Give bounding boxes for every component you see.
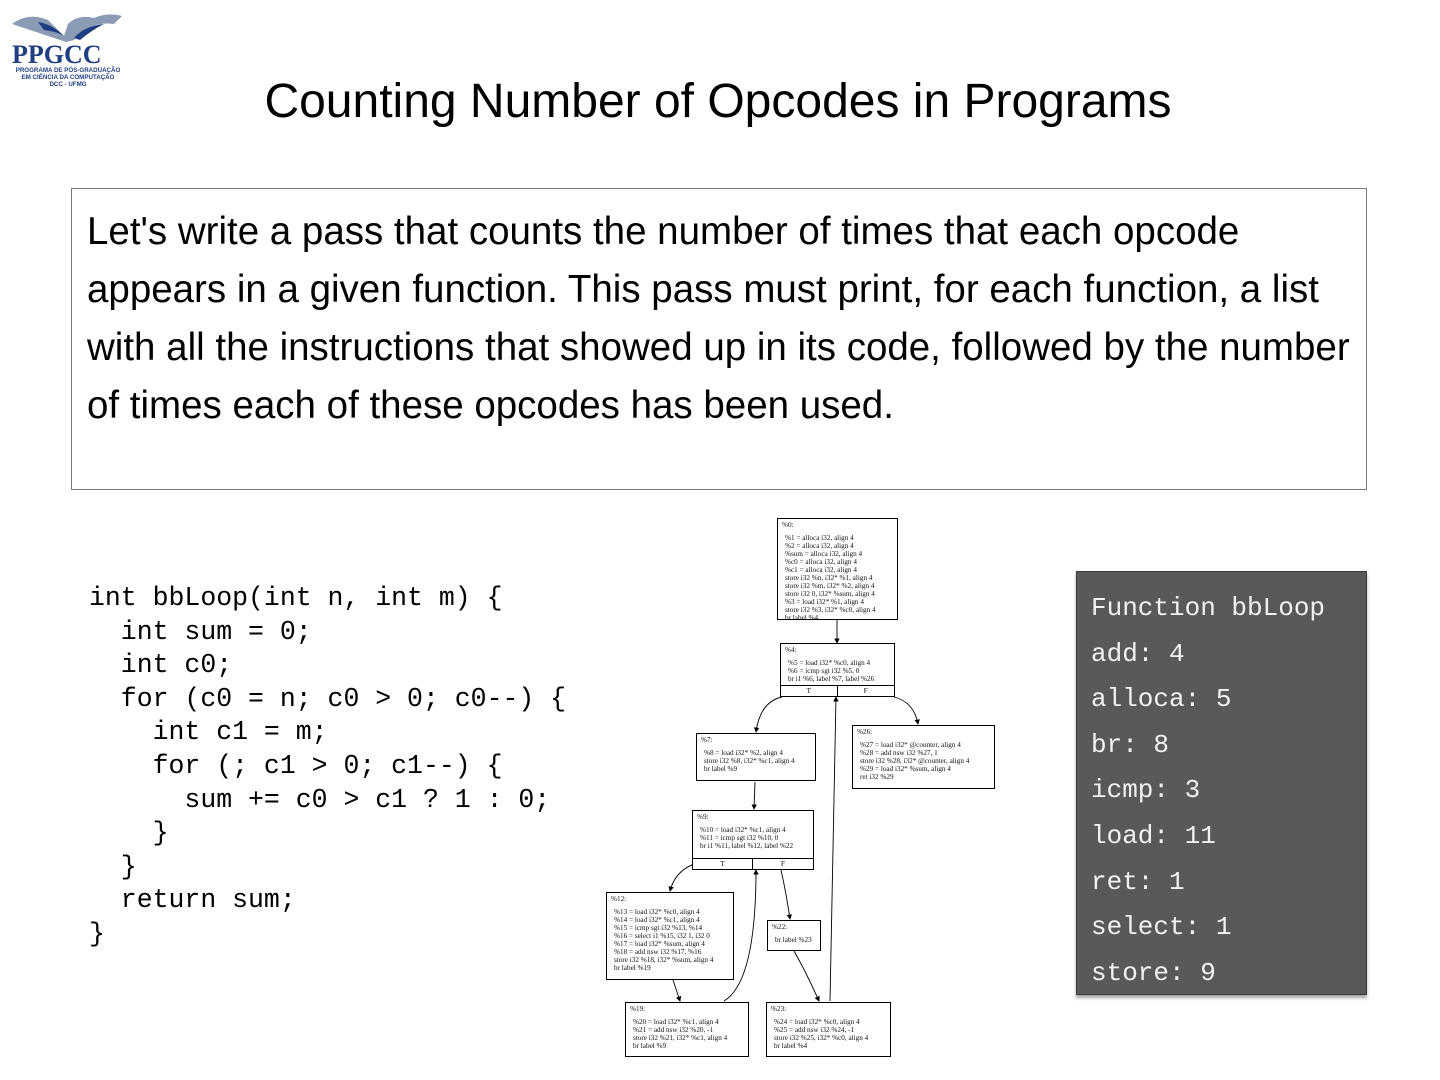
code-line: for (; c1 > 0; c1--) { bbox=[89, 750, 503, 781]
logo-name: PPGCC bbox=[12, 40, 102, 69]
source-code bbox=[89, 582, 566, 952]
logo-subtitle: PROGRAMA DE PÓS-GRADUAÇÃO EM CIÊNCIA DA COMPUTAÇÃO DCC - UFMG bbox=[15, 67, 121, 88]
output-line: load: 11 bbox=[1091, 820, 1216, 851]
cfg-edge bbox=[894, 697, 918, 724]
code-line: int c0; bbox=[89, 650, 233, 681]
code-line: sum += c0 > c1 ? 1 : 0; bbox=[89, 784, 551, 815]
cfg-block: %12: %13 = load i32* %c0, align 4 %14 = load i32* %c1, align 4 %15 = icmp sgt i32 %13, %14 %16 = select i1 %15, i32 1, i32 0 %17 = load i32* %sum, align 4 %18 = add nsw i32 %17, %16 store i32 %18, i32* %sum, align 4 br label %19 bbox=[606, 892, 734, 980]
code-line: for (c0 = n; c0 > 0; c0--) { bbox=[89, 683, 567, 714]
slide-title: Counting Number of Opcodes in Programs bbox=[264, 75, 1172, 128]
output-panel bbox=[1076, 571, 1367, 995]
cfg-block: %19: %20 = load i32* %c1, align 4 %21 = add nsw i32 %20, -1 store i32 %21, i32* %c1, align 4 br label %9 bbox=[625, 1002, 749, 1057]
cfg-block: %7: %8 = load i32* %2, align 4 store i32 %8, i32* %c1, align 4 br label %9 bbox=[696, 733, 816, 781]
logo-bird-icon bbox=[8, 10, 128, 44]
cfg-edge bbox=[756, 697, 782, 732]
code-line: return sum; bbox=[89, 885, 296, 916]
output-line: icmp: 3 bbox=[1091, 775, 1201, 806]
cfg-edge bbox=[781, 870, 790, 919]
code-line: int sum = 0; bbox=[89, 616, 312, 647]
cfg-edge bbox=[830, 697, 836, 1001]
cfg-edge bbox=[754, 782, 755, 809]
output-line: add: 4 bbox=[1091, 638, 1185, 669]
output-line: Function bbLoop bbox=[1091, 593, 1326, 623]
output-line: store: 9 bbox=[1091, 957, 1216, 988]
code-line: int bbLoop(int n, int m) { bbox=[89, 583, 503, 613]
cfg-edge bbox=[673, 980, 680, 1001]
cfg-block: %22: br label %23 bbox=[767, 920, 821, 951]
output-line: alloca: 5 bbox=[1091, 684, 1232, 715]
cfg-block: %26: %27 = load i32* @counter, align 4 %28 = add nsw i32 %27, 1 store i32 %28, i32* @counter, align 4 %29 = load i32* %sum, align 4 ret i32 %29 bbox=[852, 725, 995, 789]
description-box: Let's write a pass that counts the number of times that each opcode appears in a given function. This pass must print, for each function, a list with all the instructions that showed up in its code, followed by the number of times each of these opcodes has been used. bbox=[71, 188, 1367, 490]
output-line: select: 1 bbox=[1091, 912, 1232, 943]
output-line: ret: 1 bbox=[1091, 866, 1185, 897]
code-line: } bbox=[89, 918, 105, 949]
cfg-block: %4: %5 = load i32* %c0, align 4 %6 = icmp sgt i32 %5, 0 br i1 %6, label %7, label %26 T F bbox=[780, 643, 895, 697]
output-line: br: 8 bbox=[1091, 729, 1170, 760]
cfg-edge bbox=[794, 951, 819, 1001]
code-line: int c1 = m; bbox=[89, 717, 328, 748]
code-line: } bbox=[89, 818, 169, 849]
code-line: } bbox=[89, 851, 137, 882]
cfg-block: %9: %10 = load i32* %c1, align 4 %11 = icmp sgt i32 %10, 0 br i1 %11, label %12, label %22 T F bbox=[692, 810, 814, 870]
cfg-block: %23: %24 = load i32* %c0, align 4 %25 = add nsw i32 %24, -1 store i32 %25, i32* %c0, align 4 br label %4 bbox=[766, 1002, 891, 1057]
cfg-block: %0: %1 = alloca i32, align 4 %2 = alloca i32, align 4 %sum = alloca i32, align 4 %c0 = alloca i32, align 4 %c1 = alloca i32, align 4 store i32 %n, i32* %1, align 4 store i32 %m, i32* %2, align 4 store i32 0, i32* %sum, align 4 %3 = load i32* %1, align 4 store i32 %3, i32* %c0, align 4 br label %4 bbox=[777, 518, 898, 620]
